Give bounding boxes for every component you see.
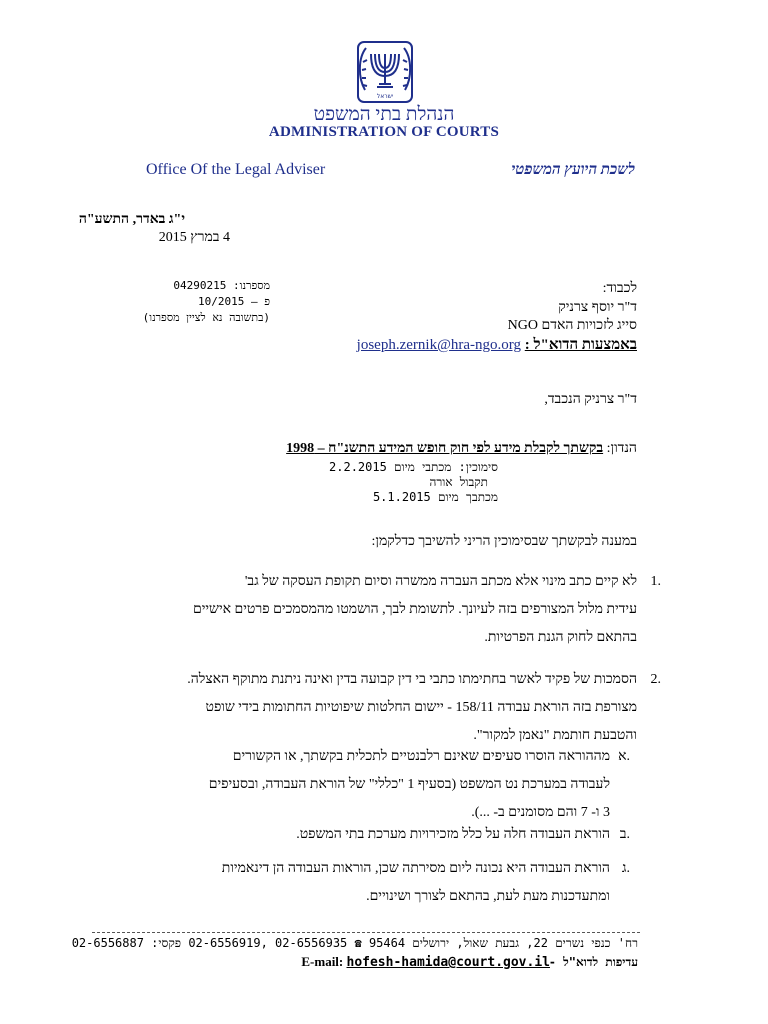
footer-email-link[interactable]: hofesh-hamida@court.gov.il (346, 955, 550, 970)
subject-reference-2: תקבול אורה (429, 475, 488, 489)
list-item-line: לא קיים כתב מינוי אלא מכתב העברה ממשרה וסיום תקופת העסקה של גב' (244, 574, 637, 589)
sub-list-item (110, 855, 630, 911)
sub-list-item-letter: .א (618, 749, 630, 764)
subject-reference-3: מכתבך מיום 5.1.2015 (372, 490, 498, 504)
office-name-english: Office Of the Legal Adviser (146, 161, 326, 178)
list-item-number: .2 (650, 672, 661, 687)
file-number: פ — 10/2015 (198, 295, 270, 308)
subject-label: הנדון: (606, 441, 637, 456)
state-emblem (352, 40, 418, 104)
hebrew-date: י"ג באדר, התשע"ה (78, 212, 185, 227)
recipient-email-line (357, 337, 637, 354)
sub-list-item-line: מההוראה הוסרו סעיפים שאינם רלבנטיים לתכלית בקשתך, או הקשורים (232, 749, 610, 764)
office-name-hebrew: לשכת היועץ המשפטי (511, 162, 635, 178)
list-item-line: והטבעת חותמת "נאמן למקור". (473, 728, 637, 743)
sub-list-item-letter: .ב (619, 827, 630, 842)
sub-list-item-letter: .ג (621, 861, 630, 876)
footer-email-line (301, 954, 550, 970)
subject-line (286, 441, 637, 457)
reference-note: (בתשובה נא לציין מספרנו) (142, 311, 270, 324)
letterhead-hebrew-title: הנהלת בתי המשפט (313, 104, 455, 125)
intro-paragraph: במענה לבקשתך שבסימוכין הריני להשיבך כדלקמן: (371, 534, 637, 549)
recipient-to-label: לכבוד: (602, 281, 637, 296)
recipient-organization: סייג לזכויות האדם NGO (507, 318, 637, 333)
list-item-line: מצורפת בזה הוראת עבודה 158/11 - יישום החלטות שיפוטיות החתומות בידי שופט (205, 700, 637, 715)
sub-list-item (110, 821, 630, 849)
footer-email-label: E-mail: (301, 954, 344, 969)
sub-list-item (110, 743, 630, 827)
menorah-emblem-icon (352, 40, 418, 104)
list-item-number: .1 (650, 574, 661, 589)
recipient-email-link[interactable]: joseph.zernik@hra-ngo.org (356, 337, 521, 353)
via-email-label: באמצעות הדוא"ל : (524, 337, 637, 353)
our-reference-number: מספרנו: 04290215 (173, 279, 270, 292)
recipient-name: ד"ר יוסף צרניק (558, 300, 637, 315)
sub-list-item-line: 3 ו- 7 והם מסומנים ב- ...). (471, 805, 610, 820)
svg-text:ישראל: ישראל (376, 93, 394, 100)
salutation: ד"ר צרניק הנכבד, (544, 392, 637, 407)
list-item (117, 666, 661, 750)
sub-list-item-line: ומתעדכנות מעת לעת, בהתאם לצורך ושינויים. (366, 889, 610, 904)
letterhead-english-title: ADMINISTRATION OF COURTS (268, 124, 500, 140)
subject-reference: סימוכין: מכתבי מיום 2.2.2015 (329, 460, 498, 474)
footer-email-note: עדיפות לדוא"ל - (548, 955, 638, 969)
list-item-line: עידית מלול המצורפים בזה לעיונך. לתשומת לבך, הושמטו מהמסמכים פרטים אישיים (192, 602, 637, 617)
sub-list-item-line: הוראת העבודה היא נכונה ליום מסירתה שכן, הוראות העבודה הן דינאמיות (221, 861, 610, 876)
gregorian-date: 4 במרץ 2015 (158, 230, 230, 245)
footer-divider (92, 932, 640, 933)
list-item-line: הסמכות של פקיד לאשר בחתימתו כתבי בי דין קבועה בדין ואינה ניתנת מתוקף האצלה. (187, 672, 637, 687)
subject-title: בקשתך לקבלת מידע לפי חוק חופש המידע התשנ"ח – 1998 (286, 441, 604, 456)
list-item (117, 568, 661, 652)
sub-list-item-line: הוראת העבודה חלה על כלל מזכירויות מערכת בתי המשפט. (296, 827, 610, 842)
list-item-line: בהתאם לחוק הגנת הפרטיות. (484, 630, 637, 645)
sub-list-item-line: לעבודה במערכת נט המשפט (בסעיף 1 "כללי" של הוראת העבודה, ובסעיפים (208, 777, 610, 792)
footer-address: רח' כנפי נשרים 22, גבעת שאול, ירושלים 95464 ☎ 02-6556935 ,02-6556919 פקסי: 02-6556887 (71, 936, 638, 950)
